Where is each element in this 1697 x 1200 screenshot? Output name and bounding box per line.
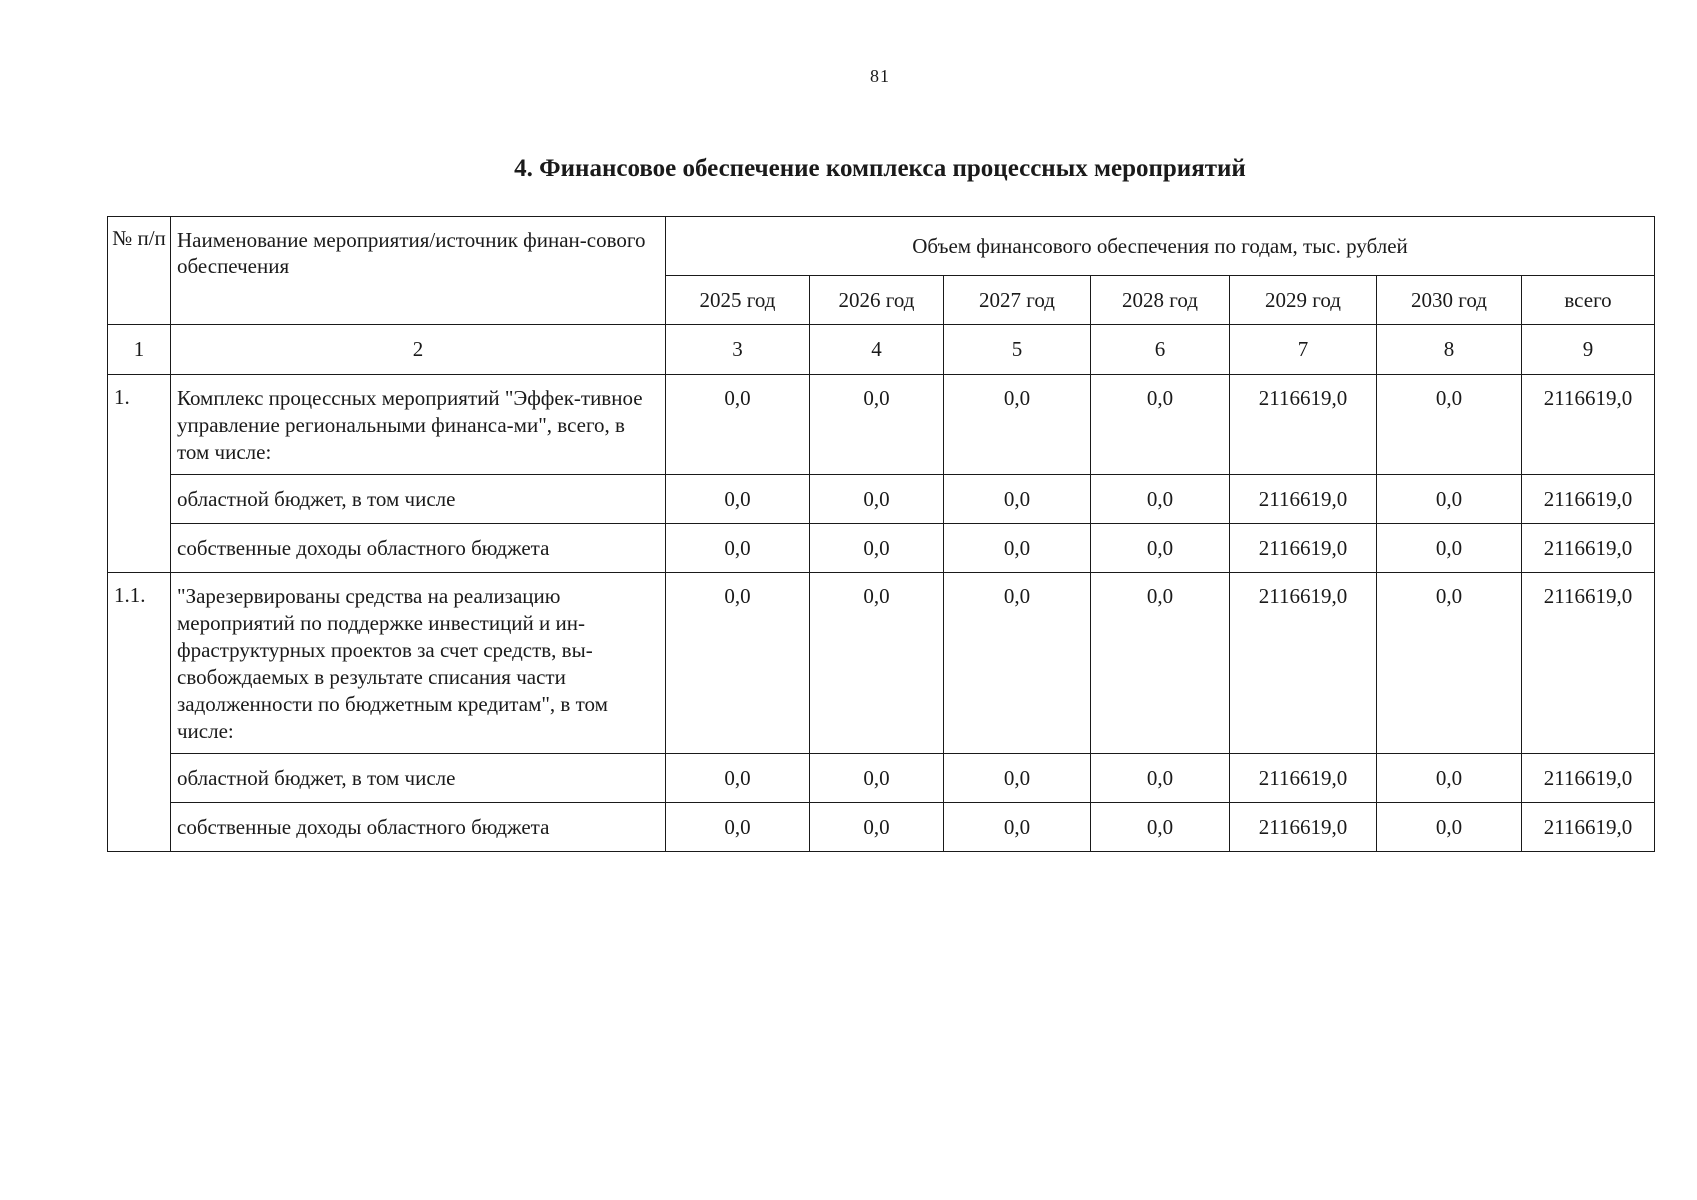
value-cell: 2116619,0 xyxy=(1522,524,1655,573)
header-volume: Объем финансового обеспечения по годам, тыс. рублей xyxy=(666,217,1655,276)
value-cell: 0,0 xyxy=(666,375,810,475)
value-cell: 0,0 xyxy=(1091,754,1230,803)
row-name: областной бюджет, в том числе xyxy=(171,754,666,803)
value-cell: 0,0 xyxy=(666,803,810,852)
table-row xyxy=(108,475,1655,524)
header-total: всего xyxy=(1522,276,1655,325)
row-number: 1.1. xyxy=(108,573,171,852)
value-cell: 0,0 xyxy=(944,754,1091,803)
value-cell: 2116619,0 xyxy=(1230,573,1377,754)
value-cell: 0,0 xyxy=(1377,803,1522,852)
column-number: 4 xyxy=(810,325,944,375)
header-name: Наименование мероприятия/источник финан-сового обеспечения xyxy=(171,217,666,325)
value-cell: 2116619,0 xyxy=(1522,803,1655,852)
value-cell: 0,0 xyxy=(1091,524,1230,573)
column-number: 2 xyxy=(171,325,666,375)
column-number: 7 xyxy=(1230,325,1377,375)
row-number: 1. xyxy=(108,375,171,573)
value-cell: 2116619,0 xyxy=(1230,754,1377,803)
value-cell: 2116619,0 xyxy=(1230,475,1377,524)
value-cell: 2116619,0 xyxy=(1522,375,1655,475)
value-cell: 0,0 xyxy=(944,475,1091,524)
value-cell: 0,0 xyxy=(1377,573,1522,754)
section-title: 4. Финансовое обеспечение комплекса процессных мероприятий xyxy=(514,155,1246,182)
column-number: 6 xyxy=(1091,325,1230,375)
header-year: 2028 год xyxy=(1091,276,1230,325)
value-cell: 0,0 xyxy=(666,573,810,754)
header-num: № п/п xyxy=(108,217,171,325)
value-cell: 0,0 xyxy=(666,524,810,573)
value-cell: 2116619,0 xyxy=(1522,573,1655,754)
header-year: 2030 год xyxy=(1377,276,1522,325)
value-cell: 0,0 xyxy=(1377,475,1522,524)
value-cell: 0,0 xyxy=(810,803,944,852)
header-year: 2026 год xyxy=(810,276,944,325)
table-row xyxy=(108,524,1655,573)
value-cell: 0,0 xyxy=(944,375,1091,475)
column-number: 3 xyxy=(666,325,810,375)
column-number-row xyxy=(108,325,1655,375)
table-row xyxy=(108,573,1655,754)
value-cell: 0,0 xyxy=(810,475,944,524)
value-cell: 0,0 xyxy=(944,573,1091,754)
value-cell: 2116619,0 xyxy=(1230,803,1377,852)
row-name: собственные доходы областного бюджета xyxy=(171,524,666,573)
table-row xyxy=(108,754,1655,803)
value-cell: 0,0 xyxy=(1377,524,1522,573)
value-cell: 2116619,0 xyxy=(1522,754,1655,803)
column-number: 8 xyxy=(1377,325,1522,375)
value-cell: 0,0 xyxy=(1091,475,1230,524)
value-cell: 0,0 xyxy=(944,524,1091,573)
financing-table xyxy=(107,216,1655,852)
value-cell: 0,0 xyxy=(666,754,810,803)
row-name: Комплекс процессных мероприятий "Эффек-тивное управление региональными финанса-ми", всего, в том числе: xyxy=(171,375,666,475)
value-cell: 0,0 xyxy=(810,573,944,754)
column-number: 9 xyxy=(1522,325,1655,375)
page-number: 81 xyxy=(870,66,890,86)
table-row xyxy=(108,375,1655,475)
header-year: 2025 год xyxy=(666,276,810,325)
value-cell: 0,0 xyxy=(810,754,944,803)
header-year: 2027 год xyxy=(944,276,1091,325)
value-cell: 0,0 xyxy=(1091,573,1230,754)
value-cell: 0,0 xyxy=(1091,803,1230,852)
column-number: 1 xyxy=(108,325,171,375)
column-number: 5 xyxy=(944,325,1091,375)
header-year: 2029 год xyxy=(1230,276,1377,325)
header-row-1 xyxy=(108,217,1655,276)
value-cell: 0,0 xyxy=(1377,754,1522,803)
row-name: областной бюджет, в том числе xyxy=(171,475,666,524)
value-cell: 2116619,0 xyxy=(1230,524,1377,573)
value-cell: 2116619,0 xyxy=(1230,375,1377,475)
value-cell: 0,0 xyxy=(666,475,810,524)
value-cell: 0,0 xyxy=(1377,375,1522,475)
value-cell: 0,0 xyxy=(810,375,944,475)
value-cell: 2116619,0 xyxy=(1522,475,1655,524)
value-cell: 0,0 xyxy=(1091,375,1230,475)
row-name: "Зарезервированы средства на реализацию мероприятий по поддержке инвестиций и ин-фраструктурных проектов за счет средств, вы-свобождаемых в результате списания части задолженности по бюджетным кредитам", в том числе: xyxy=(171,573,666,754)
table-row xyxy=(108,803,1655,852)
value-cell: 0,0 xyxy=(810,524,944,573)
value-cell: 0,0 xyxy=(944,803,1091,852)
row-name: собственные доходы областного бюджета xyxy=(171,803,666,852)
